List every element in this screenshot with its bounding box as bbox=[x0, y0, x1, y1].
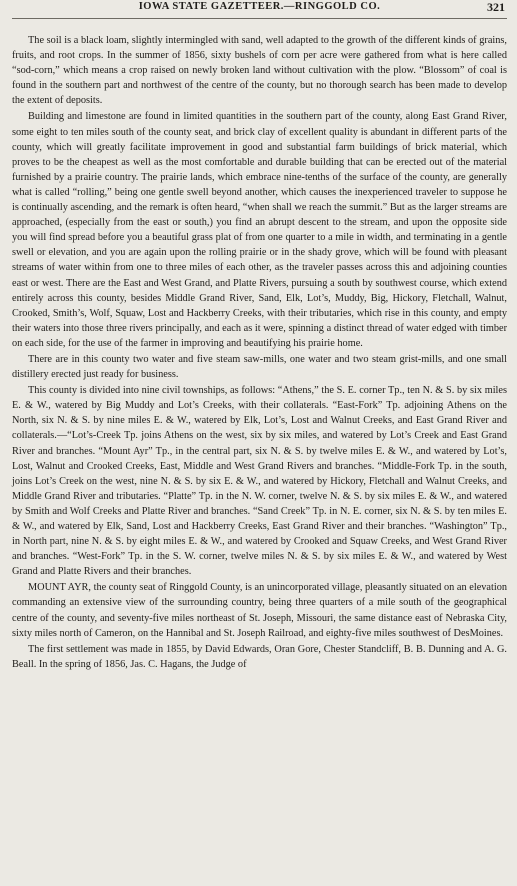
paragraph-mount-ayr: MOUNT AYR, the county seat of Ringgold County, is an unincorporated village, pleasantly situated on an elevation commanding an extensive view of the surrounding country, being three quarters of a mile south of the geographical centre of the county, and seventy-five miles northeast of St. Joseph, Missouri, the same distance east of Nebraska City, sixty miles north of Cameron, on the Hannibal and St. Joseph Railroad, and eighty-five miles southwest of DesMoines. bbox=[12, 582, 507, 639]
paragraph-building-stone: Building and limestone are found in limited quantities in the southern part of the county, along East Grand River, some eight to ten miles south of the county seat, and brick clay of excellent quality is abundant in different parts of the county, which will greatly facilitate improvement in good and substantial farm buildings of brick material, which proves to be the cheapest as well as the most comfortable and durable building that can be erected out of the material furnished by a prairie country. The prairie lands, which embrace nine-tenths of the surface of the county, are generally what is called “rolling,” being one gentle swell beyond another, which causes the inexperienced traveler to suppose he is continually ascending, and the remark is often heard, “when shall we reach the summit.” But as the larger streams are approached, (especially from the east or south,) you find an abrupt descent to the stream, and upon the opposite side you will find spread before you a beautiful grass plat of from one quarter to a mile in width, and terminating in a gentle swell or elevation, and you are again upon the rolling prairie or in the shady grove, which will be found with pleasant streams of water within from one to three miles of each other, as the traveler passes across this and adjoining counties east or west. There are the East and West Grand, and Platte Rivers, pursuing a south by southwest course, which extend entirely across this county, besides Middle Grand River, Sand, Elk, Lot’s, Muddy, Big, Hickory, Fletchall, Walnut, Crooked, Smith’s, Wolf, Squaw, Lost and Hackberry Creeks, with their tributaries, which rise in this county, and empty their waters into those three rivers principally, and each as it were, spinning a distinct thread of water edged with timber on each side, for the use of the farmer in improving and beautifying his prairie home. bbox=[12, 111, 507, 349]
running-title: IOWA STATE GAZETTEER.—RINGGOLD CO. bbox=[138, 1, 381, 12]
paragraph-soil: The soil is a black loam, slightly intermingled with sand, well adapted to the growth of the different kinds of grains, fruits, and root crops. In the summer of 1856, sixty bushels of corn per acre were gathered from what is here called “sod-corn,” which means a crop raised on newly broken land without cultivation with the plow. “Blossom” of coal is found in the southern part and northwest of the centre of the county, but no thorough search has been made to develop the extent of deposits. bbox=[12, 35, 507, 107]
page-number: 321 bbox=[487, 0, 505, 14]
page-header bbox=[12, 0, 507, 19]
paragraph-first-settlement: The first settlement was made in 1855, by David Edwards, Oran Gore, Chester Standcliff, B. B. Dunning and A. G. Beall. In the spring of 1856, Jas. C. Hagans, the Judge of bbox=[12, 643, 507, 670]
article-body bbox=[12, 33, 507, 672]
paragraph-mills: There are in this county two water and five steam saw-mills, one water and two steam grist-mills, and one small distillery erected just ready for business. bbox=[12, 353, 507, 381]
paragraph-townships: This county is divided into nine civil townships, as follows: “Athens,” the S. E. corner Tp., ten N. & S. by six miles E. & W., watered by Big Muddy and Lot’s Creeks, with their collaterals. “East-Fork” Tp. adjoining Athens on the North, six N. & S. by nine miles E. & W., watered by Elk, Lot’s, Lost and Walnut Creeks, and East Grand River and collaterals.—“Lot’s-Creek Tp. joins Athens on the west, six by six miles, and watered by Lot’s Creek and East Grand River and branches. “Mount Ayr” Tp., in the central part, six N. & S. by twelve miles E. & W., and watered by Lot’s, Lost, Walnut and Crooked Creeks, East, Middle and West Grand Rivers and branches. “Middle-Fork Tp. in the south, joins Lot’s Creek on the west, nine N. & S. by six E. & W., and watered by Hickory, Fletchall and Walnut Creeks, and Middle Grand River and tributaries. “Platte” Tp. in the N. W. corner, twelve N. & S. by six miles E. & W., and watered by Smith and Wolf Creeks and Platte River and branches. “Sand Creek” Tp. in N. E. corner, six N. & S. by ten miles E. & W., and watered by Elk, Sand, Lost and Hackberry Creeks, East Grand River and their branches. “Washington” Tp., in North part, nine N. & S. by eight miles E. & W., and watered by Crooked and Squaw Creeks, and West Grand River and branches. “West-Fork” Tp. in the S. W. corner, twelve miles N. & S. by six miles E. & W., and watered by West Grand and Platte Rivers and their branches. bbox=[12, 385, 507, 578]
